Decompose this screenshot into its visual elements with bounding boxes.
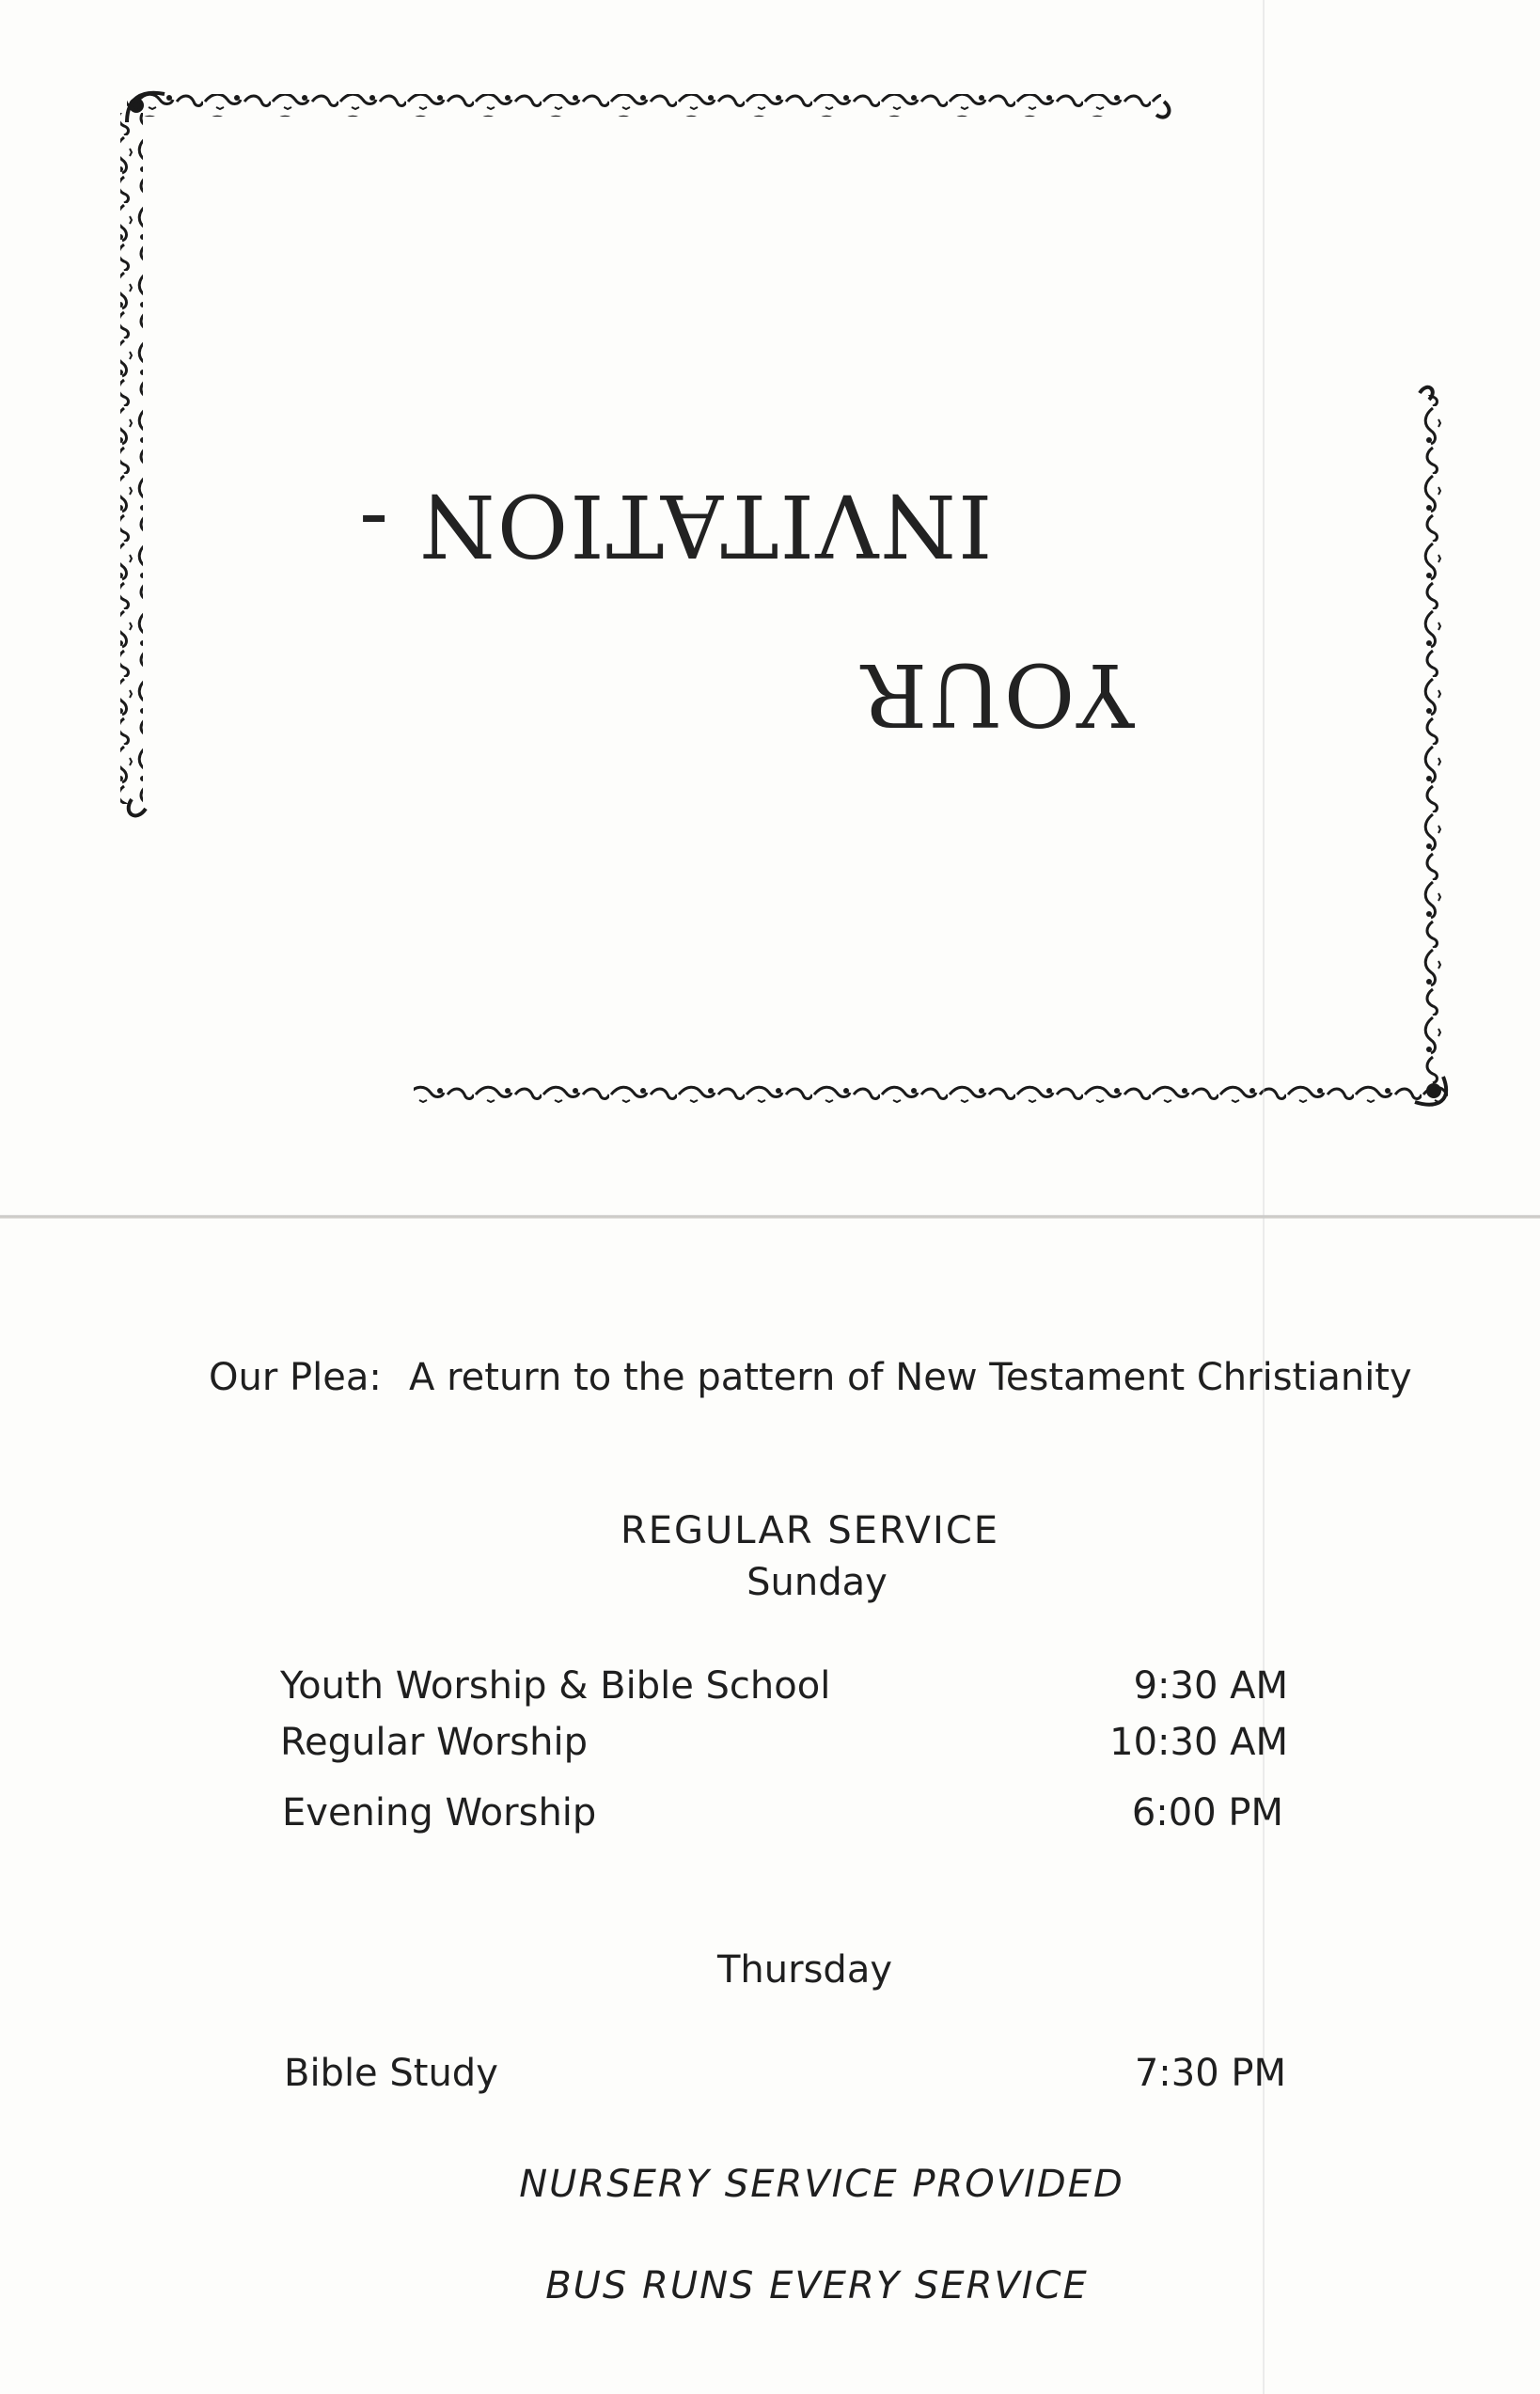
service-time-evening: 6:00 PM bbox=[1131, 1791, 1283, 1835]
service-name-youth: Youth Worship & Bible School bbox=[280, 1664, 831, 1708]
border-right bbox=[1420, 395, 1442, 1091]
service-time-bible-study: 7:30 PM bbox=[1134, 2052, 1286, 2095]
plea-label: Our Plea: bbox=[209, 1356, 382, 1399]
service-time-youth: 9:30 AM bbox=[1133, 1664, 1288, 1708]
service-name-regular: Regular Worship bbox=[280, 1721, 588, 1764]
cover-title-your: YOUR bbox=[860, 644, 1134, 745]
cover-title-invitation: INVITATION - bbox=[357, 475, 993, 575]
plea-text: A return to the pattern of New Testament Christianity bbox=[409, 1356, 1412, 1399]
thursday-label: Thursday bbox=[717, 1948, 892, 1992]
border-left bbox=[120, 113, 143, 804]
service-time-regular: 10:30 AM bbox=[1109, 1721, 1288, 1764]
border-bottom bbox=[414, 1081, 1448, 1104]
nursery-note: NURSERY SERVICE PROVIDED bbox=[519, 2163, 1124, 2206]
service-name-bible-study: Bible Study bbox=[284, 2052, 498, 2095]
service-name-evening: Evening Worship bbox=[282, 1791, 597, 1835]
sunday-label: Sunday bbox=[746, 1561, 888, 1604]
regular-service-heading: REGULAR SERVICE bbox=[620, 1509, 1000, 1552]
border-top bbox=[127, 94, 1161, 117]
paper-crease bbox=[1263, 0, 1265, 2394]
fold-line bbox=[0, 1215, 1540, 1219]
corner-flourish-top-right bbox=[1156, 102, 1433, 400]
bus-note: BUS RUNS EVERY SERVICE bbox=[545, 2264, 1089, 2307]
